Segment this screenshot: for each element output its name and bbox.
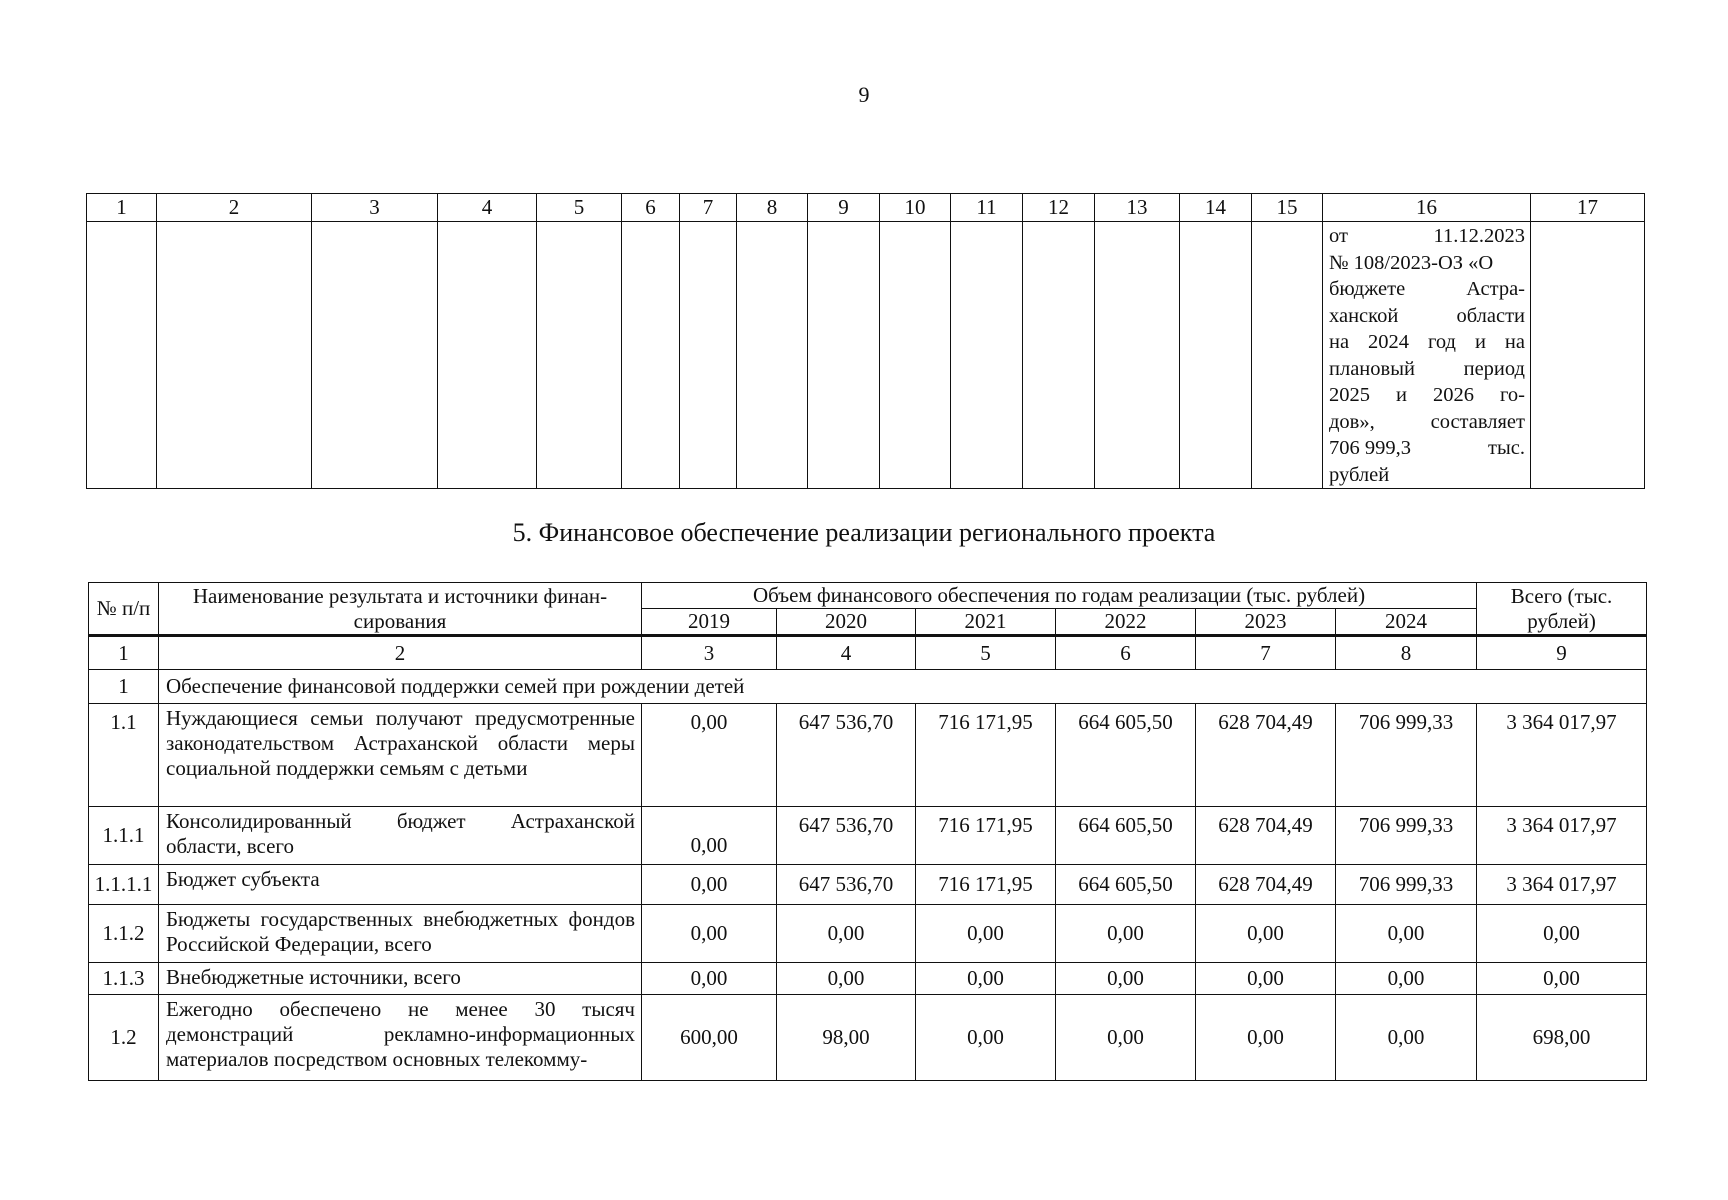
note-word: 706 999,3 (1329, 437, 1411, 459)
year-value: 664 605,50 (1056, 704, 1196, 807)
header-name: Наименование результата и источники финан-сирования (159, 583, 642, 636)
table-row (89, 995, 1647, 1081)
budget-law-note (1323, 222, 1531, 489)
note-word: период (1463, 357, 1525, 380)
column-number-4: 4 (777, 636, 916, 670)
column-number-6: 6 (1056, 636, 1196, 670)
note-word: от (1329, 225, 1348, 247)
year-value: 706 999,33 (1336, 865, 1477, 905)
row-number: 1.1.1.1 (89, 865, 159, 905)
column-number-1: 1 (87, 194, 157, 222)
row-number: 1.1 (89, 704, 159, 807)
note-line (1329, 223, 1525, 250)
year-value: 0,00 (642, 963, 777, 995)
year-value: 706 999,33 (1336, 704, 1477, 807)
note-line (1329, 435, 1525, 462)
column-number-7: 7 (1196, 636, 1336, 670)
year-value: 716 171,95 (916, 807, 1056, 865)
note-word: № 108/2023-ОЗ «О (1329, 251, 1494, 274)
column-number-17: 17 (1531, 194, 1645, 222)
column-number-14: 14 (1180, 194, 1252, 222)
year-value: 628 704,49 (1196, 704, 1336, 807)
table-cell (1180, 222, 1252, 489)
note-word: на (1504, 331, 1525, 353)
column-number-2: 2 (157, 194, 312, 222)
note-line (1329, 303, 1525, 330)
note-word: ханской (1329, 304, 1399, 327)
year-value: 628 704,49 (1196, 865, 1336, 905)
row-total-value: 698,00 (1477, 995, 1647, 1081)
year-header: 2024 (1336, 609, 1477, 636)
table-cell (737, 222, 808, 489)
row-total-value: 3 364 017,97 (1477, 865, 1647, 905)
table-row (89, 807, 1647, 865)
page-number: 9 (858, 82, 870, 107)
year-header: 2023 (1196, 609, 1336, 636)
row-name: Нуждающиеся семьи получают предусмотренные законодательством Астраханской области меры социальной поддержки семьям с детьми (159, 704, 642, 807)
note-line (1329, 462, 1525, 489)
year-value: 664 605,50 (1056, 807, 1196, 865)
year-value: 0,00 (1336, 963, 1477, 995)
row-total-value: 0,00 (1477, 905, 1647, 963)
note-word: тыс. (1488, 437, 1525, 459)
row-number: 1.1.3 (89, 963, 159, 995)
table-cell (1023, 222, 1095, 489)
table-cell (1095, 222, 1180, 489)
table-cell (1531, 222, 1645, 489)
header-total: Всего (тыс. рублей) (1477, 583, 1647, 636)
note-word: рублей (1329, 463, 1390, 486)
note-word: на (1329, 331, 1350, 353)
continued-table (86, 193, 1645, 489)
column-number-8: 8 (737, 194, 808, 222)
year-value: 628 704,49 (1196, 807, 1336, 865)
finance-table (88, 582, 1647, 1081)
column-number-1: 1 (89, 636, 159, 670)
year-header: 2021 (916, 609, 1056, 636)
column-number-15: 15 (1252, 194, 1323, 222)
year-value: 0,00 (1196, 995, 1336, 1081)
column-number-6: 6 (622, 194, 680, 222)
note-line (1329, 382, 1525, 409)
column-number-3: 3 (642, 636, 777, 670)
year-value: 664 605,50 (1056, 865, 1196, 905)
column-number-3: 3 (312, 194, 438, 222)
note-line (1329, 276, 1525, 303)
header-row (89, 583, 1647, 609)
column-number-5: 5 (916, 636, 1056, 670)
column-number-8: 8 (1336, 636, 1477, 670)
row-total-value: 3 364 017,97 (1477, 704, 1647, 807)
column-number-row (87, 194, 1645, 222)
year-value: 0,00 (916, 963, 1056, 995)
table-row (87, 222, 1645, 489)
table-cell (438, 222, 537, 489)
table-cell (157, 222, 312, 489)
note-word: 11.12.2023 (1433, 225, 1525, 247)
year-value: 0,00 (777, 963, 916, 995)
year-value: 0,00 (1056, 963, 1196, 995)
table-cell (1252, 222, 1323, 489)
table-row (89, 963, 1647, 995)
table-cell (537, 222, 622, 489)
column-number-13: 13 (1095, 194, 1180, 222)
row-name: Ежегодно обеспечено не менее 30 тысяч демонстраций рекламно-информационных материалов посредством основных телекомму- (159, 995, 642, 1081)
row-name: Внебюджетные источники, всего (159, 963, 642, 995)
year-header: 2020 (777, 609, 916, 636)
column-number-row (89, 636, 1647, 670)
column-number-9: 9 (1477, 636, 1647, 670)
note-word: Астра- (1466, 278, 1525, 300)
table-cell (622, 222, 680, 489)
table-cell (951, 222, 1023, 489)
table-cell (680, 222, 737, 489)
note-word: 2025 (1329, 384, 1370, 406)
row-name: Консолидированный бюджет Астраханской области, всего (159, 807, 642, 865)
note-word: го- (1499, 384, 1525, 406)
header-volume: Объем финансового обеспечения по годам реализации (тыс. рублей) (642, 583, 1477, 609)
column-number-4: 4 (438, 194, 537, 222)
row-name: Бюджеты государственных внебюджетных фондов Российской Федерации, всего (159, 905, 642, 963)
year-value: 647 536,70 (777, 865, 916, 905)
year-value: 0,00 (1196, 905, 1336, 963)
table-row (89, 704, 1647, 807)
year-value: 0,00 (1336, 995, 1477, 1081)
year-value: 716 171,95 (916, 704, 1056, 807)
year-value: 647 536,70 (777, 807, 916, 865)
note-word: составляет (1430, 410, 1525, 433)
column-number-16: 16 (1323, 194, 1531, 222)
year-header: 2022 (1056, 609, 1196, 636)
column-number-12: 12 (1023, 194, 1095, 222)
year-value: 0,00 (916, 995, 1056, 1081)
year-value: 706 999,33 (1336, 807, 1477, 865)
row-number: 1.2 (89, 995, 159, 1081)
note-word: бюджете (1329, 278, 1406, 300)
row-total-value: 0,00 (1477, 963, 1647, 995)
year-value: 600,00 (642, 995, 777, 1081)
row-number: 1.1.2 (89, 905, 159, 963)
year-value: 0,00 (1056, 995, 1196, 1081)
column-number-2: 2 (159, 636, 642, 670)
section-title: 5. Финансовое обеспечение реализации регионального проекта (512, 518, 1216, 547)
year-value: 0,00 (1336, 905, 1477, 963)
year-value: 647 536,70 (777, 704, 916, 807)
note-word: и (1396, 384, 1407, 406)
header-no: № п/п (89, 583, 159, 636)
note-line (1329, 409, 1525, 436)
section-name: Обеспечение финансовой поддержки семей при рождении детей (159, 670, 1647, 704)
table-row (89, 905, 1647, 963)
note-line (1329, 329, 1525, 356)
section-row (89, 670, 1647, 704)
year-value: 0,00 (642, 807, 777, 865)
note-word: 2026 (1432, 384, 1474, 406)
year-value: 0,00 (1056, 905, 1196, 963)
row-total-value: 3 364 017,97 (1477, 807, 1647, 865)
column-number-11: 11 (951, 194, 1023, 222)
table-cell (880, 222, 951, 489)
column-number-10: 10 (880, 194, 951, 222)
row-name: Бюджет субъекта (159, 865, 642, 905)
year-value: 0,00 (642, 865, 777, 905)
note-line (1329, 250, 1525, 277)
year-value: 0,00 (1196, 963, 1336, 995)
note-word: и (1474, 331, 1486, 353)
year-value: 0,00 (916, 905, 1056, 963)
table-row (89, 865, 1647, 905)
year-value: 0,00 (642, 704, 777, 807)
note-word: дов», (1329, 410, 1375, 433)
column-number-7: 7 (680, 194, 737, 222)
column-number-5: 5 (537, 194, 622, 222)
note-word: 2024 (1368, 331, 1410, 353)
year-value: 0,00 (642, 905, 777, 963)
year-value: 98,00 (777, 995, 916, 1081)
table-cell (808, 222, 880, 489)
year-value: 716 171,95 (916, 865, 1056, 905)
column-number-9: 9 (808, 194, 880, 222)
row-number: 1.1.1 (89, 807, 159, 865)
note-line (1329, 356, 1525, 383)
section-no: 1 (89, 670, 159, 704)
note-word: год (1427, 331, 1456, 353)
year-value: 0,00 (777, 905, 916, 963)
note-word: области (1456, 304, 1525, 327)
table-cell (87, 222, 157, 489)
table-cell (312, 222, 438, 489)
note-word: плановый (1329, 357, 1415, 380)
year-header: 2019 (642, 609, 777, 636)
